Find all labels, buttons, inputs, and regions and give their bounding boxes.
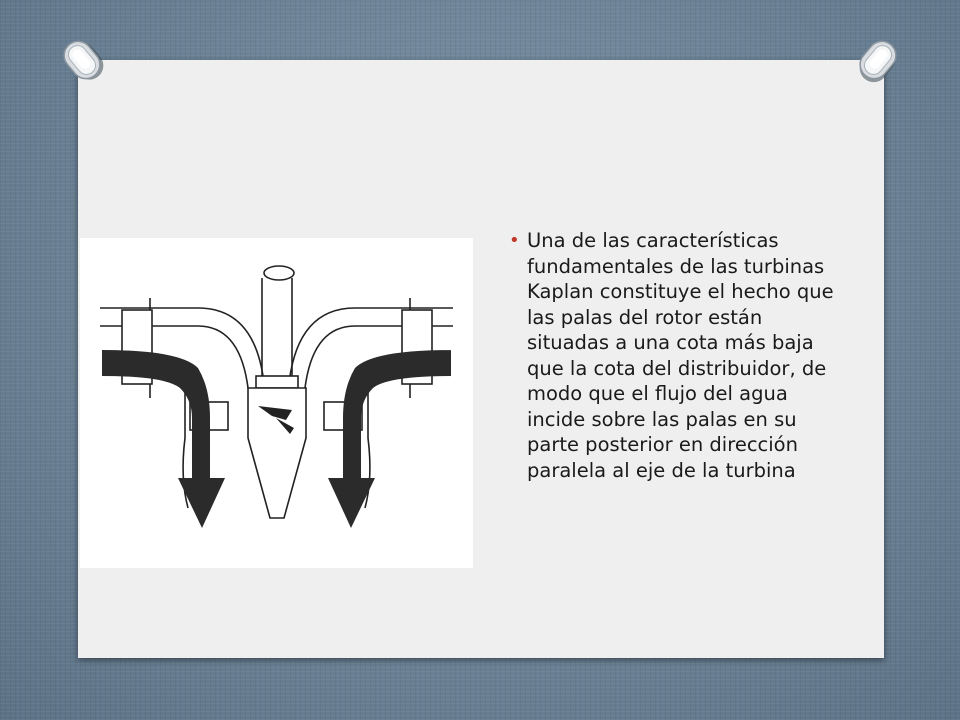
bullet-text: Una de las características fundamentales de las turbinas Kaplan constituye el hecho que las palas del rotor están situadas a una cota más baja que la cota del distribuidor, de modo que el flujo del agua incide sobre las palas en su parte posterior en dirección paralela al eje de la turbina	[527, 229, 834, 482]
kaplan-turbine-diagram	[80, 238, 473, 568]
pin-left-icon	[56, 34, 108, 86]
bullet-item	[509, 228, 839, 483]
bullet-dot-icon: •	[509, 230, 520, 251]
bullet-list	[509, 228, 839, 483]
pin-right-icon	[852, 34, 904, 86]
